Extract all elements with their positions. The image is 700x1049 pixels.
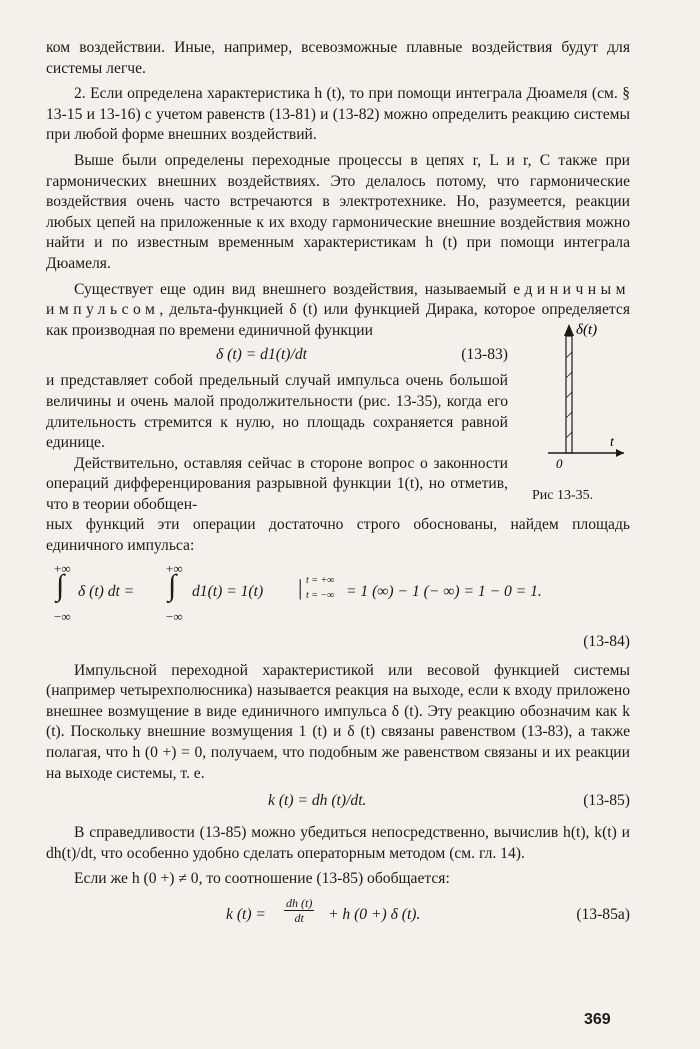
equation-13-83 — [46, 341, 508, 371]
equation-fraction — [284, 896, 314, 925]
term-unit-impulse: единичным импульсом — [46, 280, 630, 319]
int1-lower: −∞ — [54, 608, 71, 624]
limit-top: t = +∞ — [306, 574, 335, 586]
paragraph-7: Импульсной переходной характеристикой или весовой функцией системы (например четырехполюсника) называется реакция на выходе, если к входу приложено внешнее возмущение в виде единичного импульса δ (t). Эту реакцию обозначим как k (t). Поскольку внешние возмущения 1 (t) и δ (t) связаны равенством (13-83), а также полагая, что h (0 +) = 0, получаем, что подобным же равенством связаны и их реакции на выходе системы, т. е. — [46, 661, 630, 782]
equation-13-85 — [46, 784, 630, 818]
int1-upper: +∞ — [54, 560, 71, 576]
figure-caption: Рис 13-35. — [532, 487, 594, 503]
eval-bar: | — [298, 574, 303, 600]
int2-lower: −∞ — [166, 608, 183, 624]
equation-rhs: + h (0 +) δ (t). — [328, 906, 421, 923]
paragraph-6a: Действительно, оставляя сейчас в стороне вопрос о законности операций дифференцирования разрывной функции 1(t), но отметив, что в теории обобщен- — [46, 454, 508, 513]
equation-number: (13-85a) — [576, 906, 630, 923]
fraction-denominator: dt — [294, 911, 304, 925]
equation-lhs: k (t) = — [226, 906, 266, 923]
impulse-arrow — [564, 324, 574, 336]
equation-13-85a — [46, 896, 630, 940]
page-number: 369 — [584, 1011, 611, 1028]
equation-result: = 1 (∞) − 1 (− ∞) = 1 − 0 = 1. — [346, 582, 542, 600]
equation-number: (13-83) — [461, 346, 508, 364]
equation-13-84 — [46, 561, 630, 631]
page-body — [46, 38, 630, 940]
paragraph-4: Существует еще один вид внешнего воздействия, называемый единичным импульсом, дельта-функцией δ (t) или функцией Дирака, которое определяется как производная по времени единичной функции — [46, 280, 630, 339]
paragraph-3: Выше были определены переходные процессы в цепях r, L и r, C также при гармонических внешних воздействиях. Это делалось потому, что гармонические воздействия очень часто встречаются в электротехнике. Но, разумеется, реакции любых цепей на приложенные к их входу гармонические внешние воздействия можно найти и по известным временным характеристикам h (t) при помощи интеграла Дюамеля. — [46, 151, 630, 272]
equation-number-84: (13-84) — [583, 632, 630, 650]
t-axis-arrow — [616, 449, 624, 457]
paragraph-5: и представляет собой предельный случай импульса очень большой величины и очень малой продолжительности (рис. 13-35), когда его длительность стремится к нулю, но площадь сохраняется равной единице. — [46, 372, 508, 452]
integral-sign-2: ∫ — [168, 568, 177, 602]
integrand-2: d1(t) = 1(t) — [192, 582, 264, 600]
limit-bottom: t = −∞ — [306, 589, 335, 601]
delta-function-plot — [528, 318, 632, 488]
fraction-numerator: dh (t) — [286, 896, 313, 910]
paragraph-6b: ных функций эти операции достаточно строго обоснованы, найдем площадь единичного импульса: — [46, 516, 630, 555]
delta-axis-label: δ(t) — [576, 321, 598, 338]
integrand-1: δ (t) dt = — [78, 582, 135, 600]
figure-wrap-section — [46, 280, 630, 516]
integral-sign-1: ∫ — [56, 568, 65, 602]
t-axis-label: t — [610, 434, 614, 450]
figure-13-35 — [528, 318, 632, 508]
paragraph-2: 2. Если определена характеристика h (t), то при помощи интеграла Дюамеля (см. § 13-15 и 13-16) с учетом равенств (13-81) и (13-82) можно определить реакцию системы при любой форме внешних воздействий. — [46, 85, 630, 144]
paragraph-8: В справедливости (13-85) можно убедиться непосредственно, вычислив h(t), k(t) и dh(t)/dt, что особенно удобно сделать операторным методом (см. гл. 14). — [46, 824, 630, 862]
paragraph-9: Если же h (0 +) ≠ 0, то соотношение (13-85) обобщается: — [74, 870, 450, 888]
equation-expression: δ (t) = d1(t)/dt — [216, 346, 307, 364]
equation-expression: k (t) = dh (t)/dt. — [268, 792, 367, 810]
paragraph-1: ком воздействии. Иные, например, всевозможные плавные воздействия будут для системы легче. — [46, 39, 630, 77]
int2-upper: +∞ — [166, 560, 183, 576]
equation-number: (13-85) — [583, 792, 630, 810]
origin-label: 0 — [556, 455, 563, 471]
